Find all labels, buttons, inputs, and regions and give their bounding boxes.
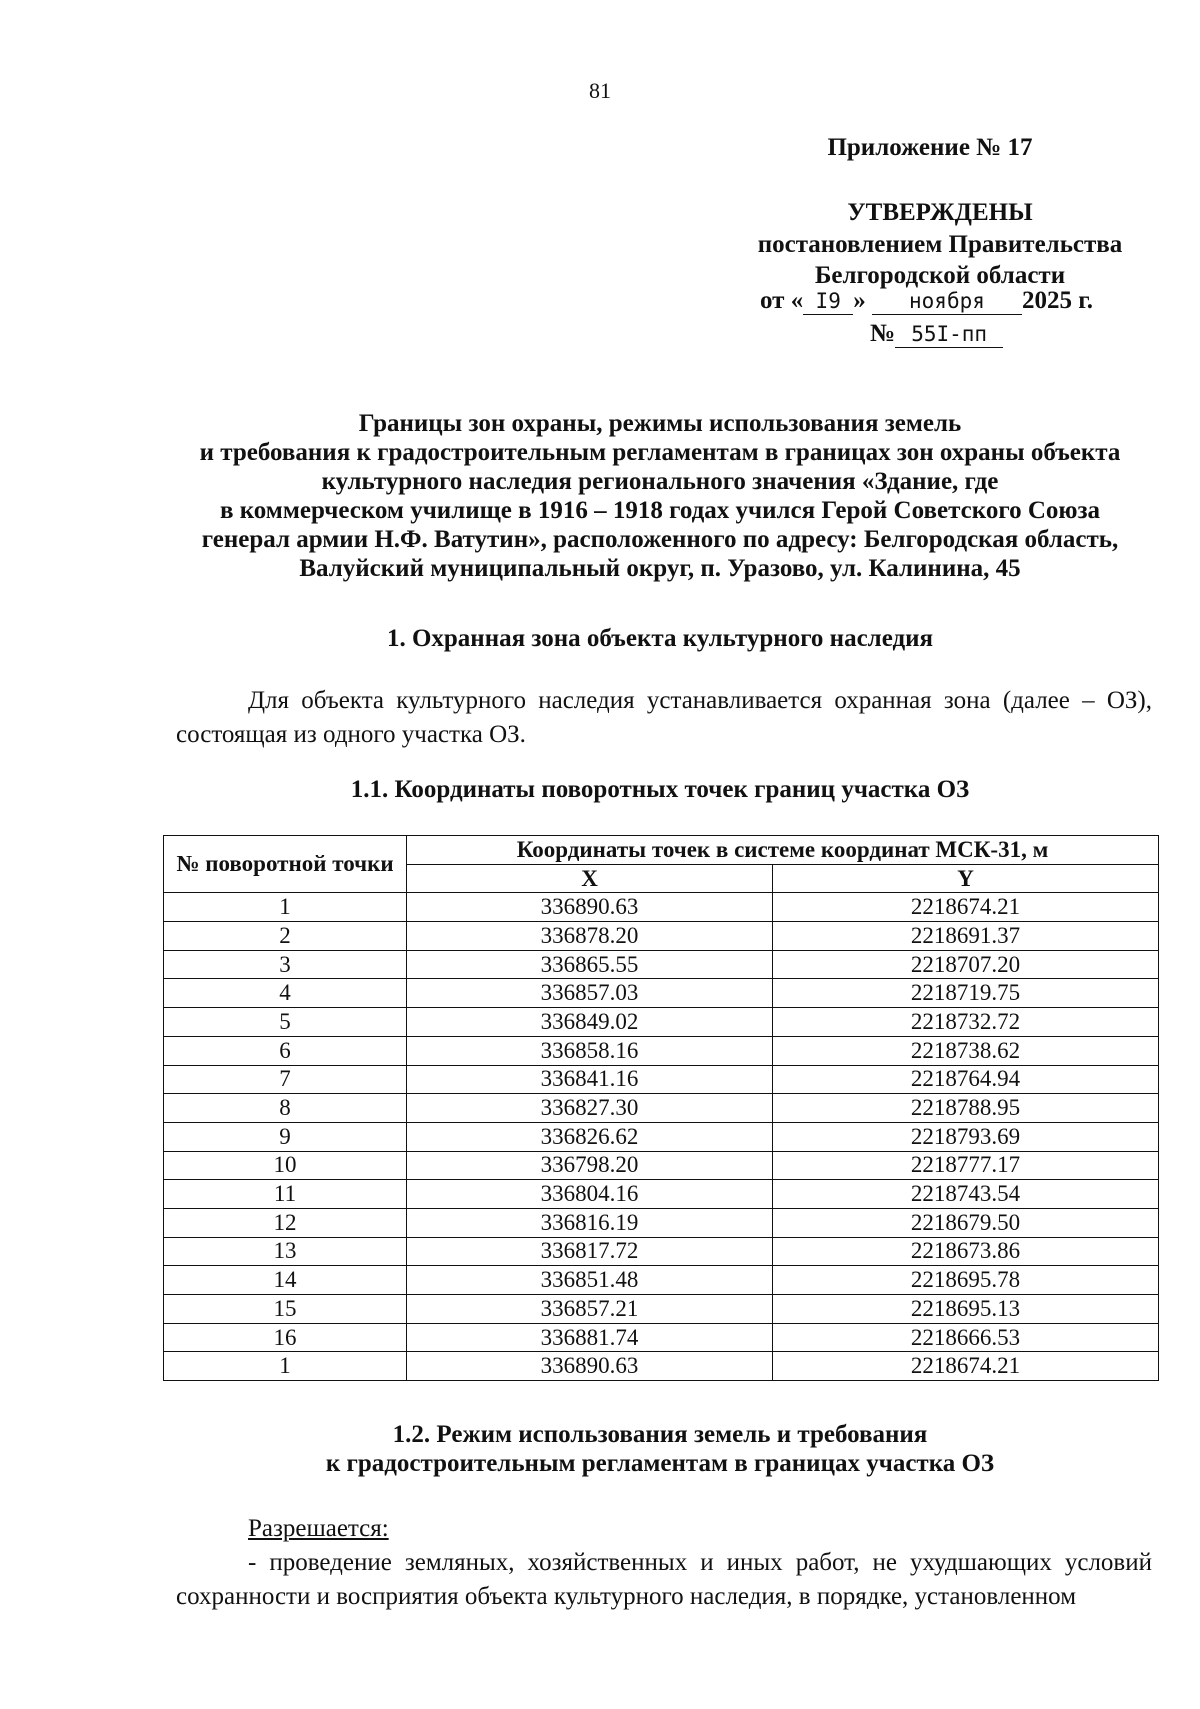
cell-x: 336798.20 [407,1151,773,1180]
cell-y: 2218695.13 [773,1295,1159,1324]
cell-y: 2218738.62 [773,1036,1159,1065]
table-row [164,1208,1159,1237]
cell-point-number: 14 [164,1266,407,1295]
cell-x: 336826.62 [407,1122,773,1151]
cell-point-number: 16 [164,1323,407,1352]
cell-point-number: 9 [164,1122,407,1151]
table-row [164,1122,1159,1151]
number-field: 55I-пп [895,321,1003,348]
cell-x: 336849.02 [407,1008,773,1037]
cell-x: 336827.30 [407,1094,773,1123]
table-row [164,1180,1159,1209]
table-row [164,893,1159,922]
cell-x: 336890.63 [407,893,773,922]
page-number: 81 [589,78,611,103]
approval-stamp-line1: УТВЕРЖДЕНЫ [847,199,1033,226]
cell-y: 2218743.54 [773,1180,1159,1209]
table-row [164,1094,1159,1123]
approval-stamp-line2: постановлением Правительства [757,231,1123,258]
cell-point-number: 1 [164,893,407,922]
table-row [164,922,1159,951]
cell-y: 2218679.50 [773,1208,1159,1237]
cell-point-number: 12 [164,1208,407,1237]
section-1-2-heading-line2: к градостроительным регламентам в границах участка ОЗ [325,1450,995,1477]
date-day-field: I9 [803,288,853,315]
number-prefix: № [870,320,896,347]
section-1-1-heading: 1.1. Координаты поворотных точек границ участка ОЗ [350,776,970,803]
table-row [164,1237,1159,1266]
cell-point-number: 10 [164,1151,407,1180]
cell-x: 336851.48 [407,1266,773,1295]
cell-point-number: 11 [164,1180,407,1209]
table-row [164,1323,1159,1352]
section-1-2-heading-line1: 1.2. Режим использования земель и требования [392,1421,928,1448]
cell-x: 336816.19 [407,1208,773,1237]
cell-x: 336881.74 [407,1323,773,1352]
cell-point-number: 6 [164,1036,407,1065]
table-row [164,979,1159,1008]
cell-y: 2218674.21 [773,893,1159,922]
cell-y: 2218707.20 [773,950,1159,979]
cell-x: 336890.63 [407,1352,773,1381]
date-mid: » [853,287,866,314]
cell-y: 2218788.95 [773,1094,1159,1123]
approval-number [870,320,1070,348]
section-1-heading: 1. Охранная зона объекта культурного наследия [386,625,934,652]
cell-x: 336817.72 [407,1237,773,1266]
cell-y: 2218732.72 [773,1008,1159,1037]
cell-point-number: 2 [164,922,407,951]
table-row [164,1266,1159,1295]
section-1-paragraph: Для объекта культурного наследия устанавливается охранная зона (далее – ОЗ), состоящая из одного участка ОЗ. [176,687,1152,748]
title-line: генерал армии Н.Ф. Ватутин», расположенного по адресу: Белгородская область, [201,526,1119,553]
table-row [164,1008,1159,1037]
coordinates-table [163,835,1159,1381]
cell-x: 336858.16 [407,1036,773,1065]
approval-stamp-line3: Белгородской области [814,262,1066,289]
cell-point-number: 7 [164,1065,407,1094]
table-row [164,1295,1159,1324]
title-line: Границы зон охраны, режимы использования земель [358,410,962,437]
section-1-2-heading [160,1420,1160,1478]
cell-point-number: 1 [164,1352,407,1381]
title-line: в коммерческом училище в 1916 – 1918 годах учился Герой Советского Союза [219,497,1101,524]
document-title [160,409,1160,583]
cell-y: 2218691.37 [773,922,1159,951]
date-prefix: от « [760,287,804,314]
cell-y: 2218793.69 [773,1122,1159,1151]
title-line: Валуйский муниципальный округ, п. Уразово, ул. Калинина, 45 [299,555,1021,582]
header-y: Y [773,864,1159,893]
cell-x: 336857.03 [407,979,773,1008]
cell-point-number: 13 [164,1237,407,1266]
table-row [164,1352,1159,1381]
title-line: культурного наследия регионального значения «Здание, где [321,468,999,495]
cell-x: 336804.16 [407,1180,773,1209]
cell-x: 336857.21 [407,1295,773,1324]
table-row [164,950,1159,979]
cell-point-number: 4 [164,979,407,1008]
header-coordinates: Координаты точек в системе координат МСК-31, м [407,836,1159,865]
cell-y: 2218666.53 [773,1323,1159,1352]
approval-date [760,287,1160,315]
title-line: и требования к градостроительным регламентам в границах зон охраны объекта [199,439,1121,466]
cell-y: 2218777.17 [773,1151,1159,1180]
table-row [164,1151,1159,1180]
header-x: X [407,864,773,893]
allowed-label-text: Разрешается: [248,1515,389,1542]
header-point-number: № поворотной точки [164,836,407,893]
cell-y: 2218673.86 [773,1237,1159,1266]
cell-y: 2218695.78 [773,1266,1159,1295]
cell-x: 336865.55 [407,950,773,979]
annex-label: Приложение № 17 [827,134,1033,161]
cell-point-number: 8 [164,1094,407,1123]
cell-point-number: 5 [164,1008,407,1037]
cell-y: 2218719.75 [773,979,1159,1008]
allowed-label [176,1512,1152,1546]
table-row [164,1036,1159,1065]
cell-x: 336841.16 [407,1065,773,1094]
date-year: 2025 г. [1021,287,1093,314]
cell-y: 2218764.94 [773,1065,1159,1094]
cell-y: 2218674.21 [773,1352,1159,1381]
allowed-item-1: - проведение земляных, хозяйственных и иных работ, не ухудшающих условий сохранности и восприятия объекта культурного наследия, в порядке, установленном [176,1549,1152,1610]
coordinates-table-body [164,893,1159,1381]
cell-x: 336878.20 [407,922,773,951]
cell-point-number: 15 [164,1295,407,1324]
table-row [164,1065,1159,1094]
cell-point-number: 3 [164,950,407,979]
date-month-field: ноября [872,288,1022,315]
